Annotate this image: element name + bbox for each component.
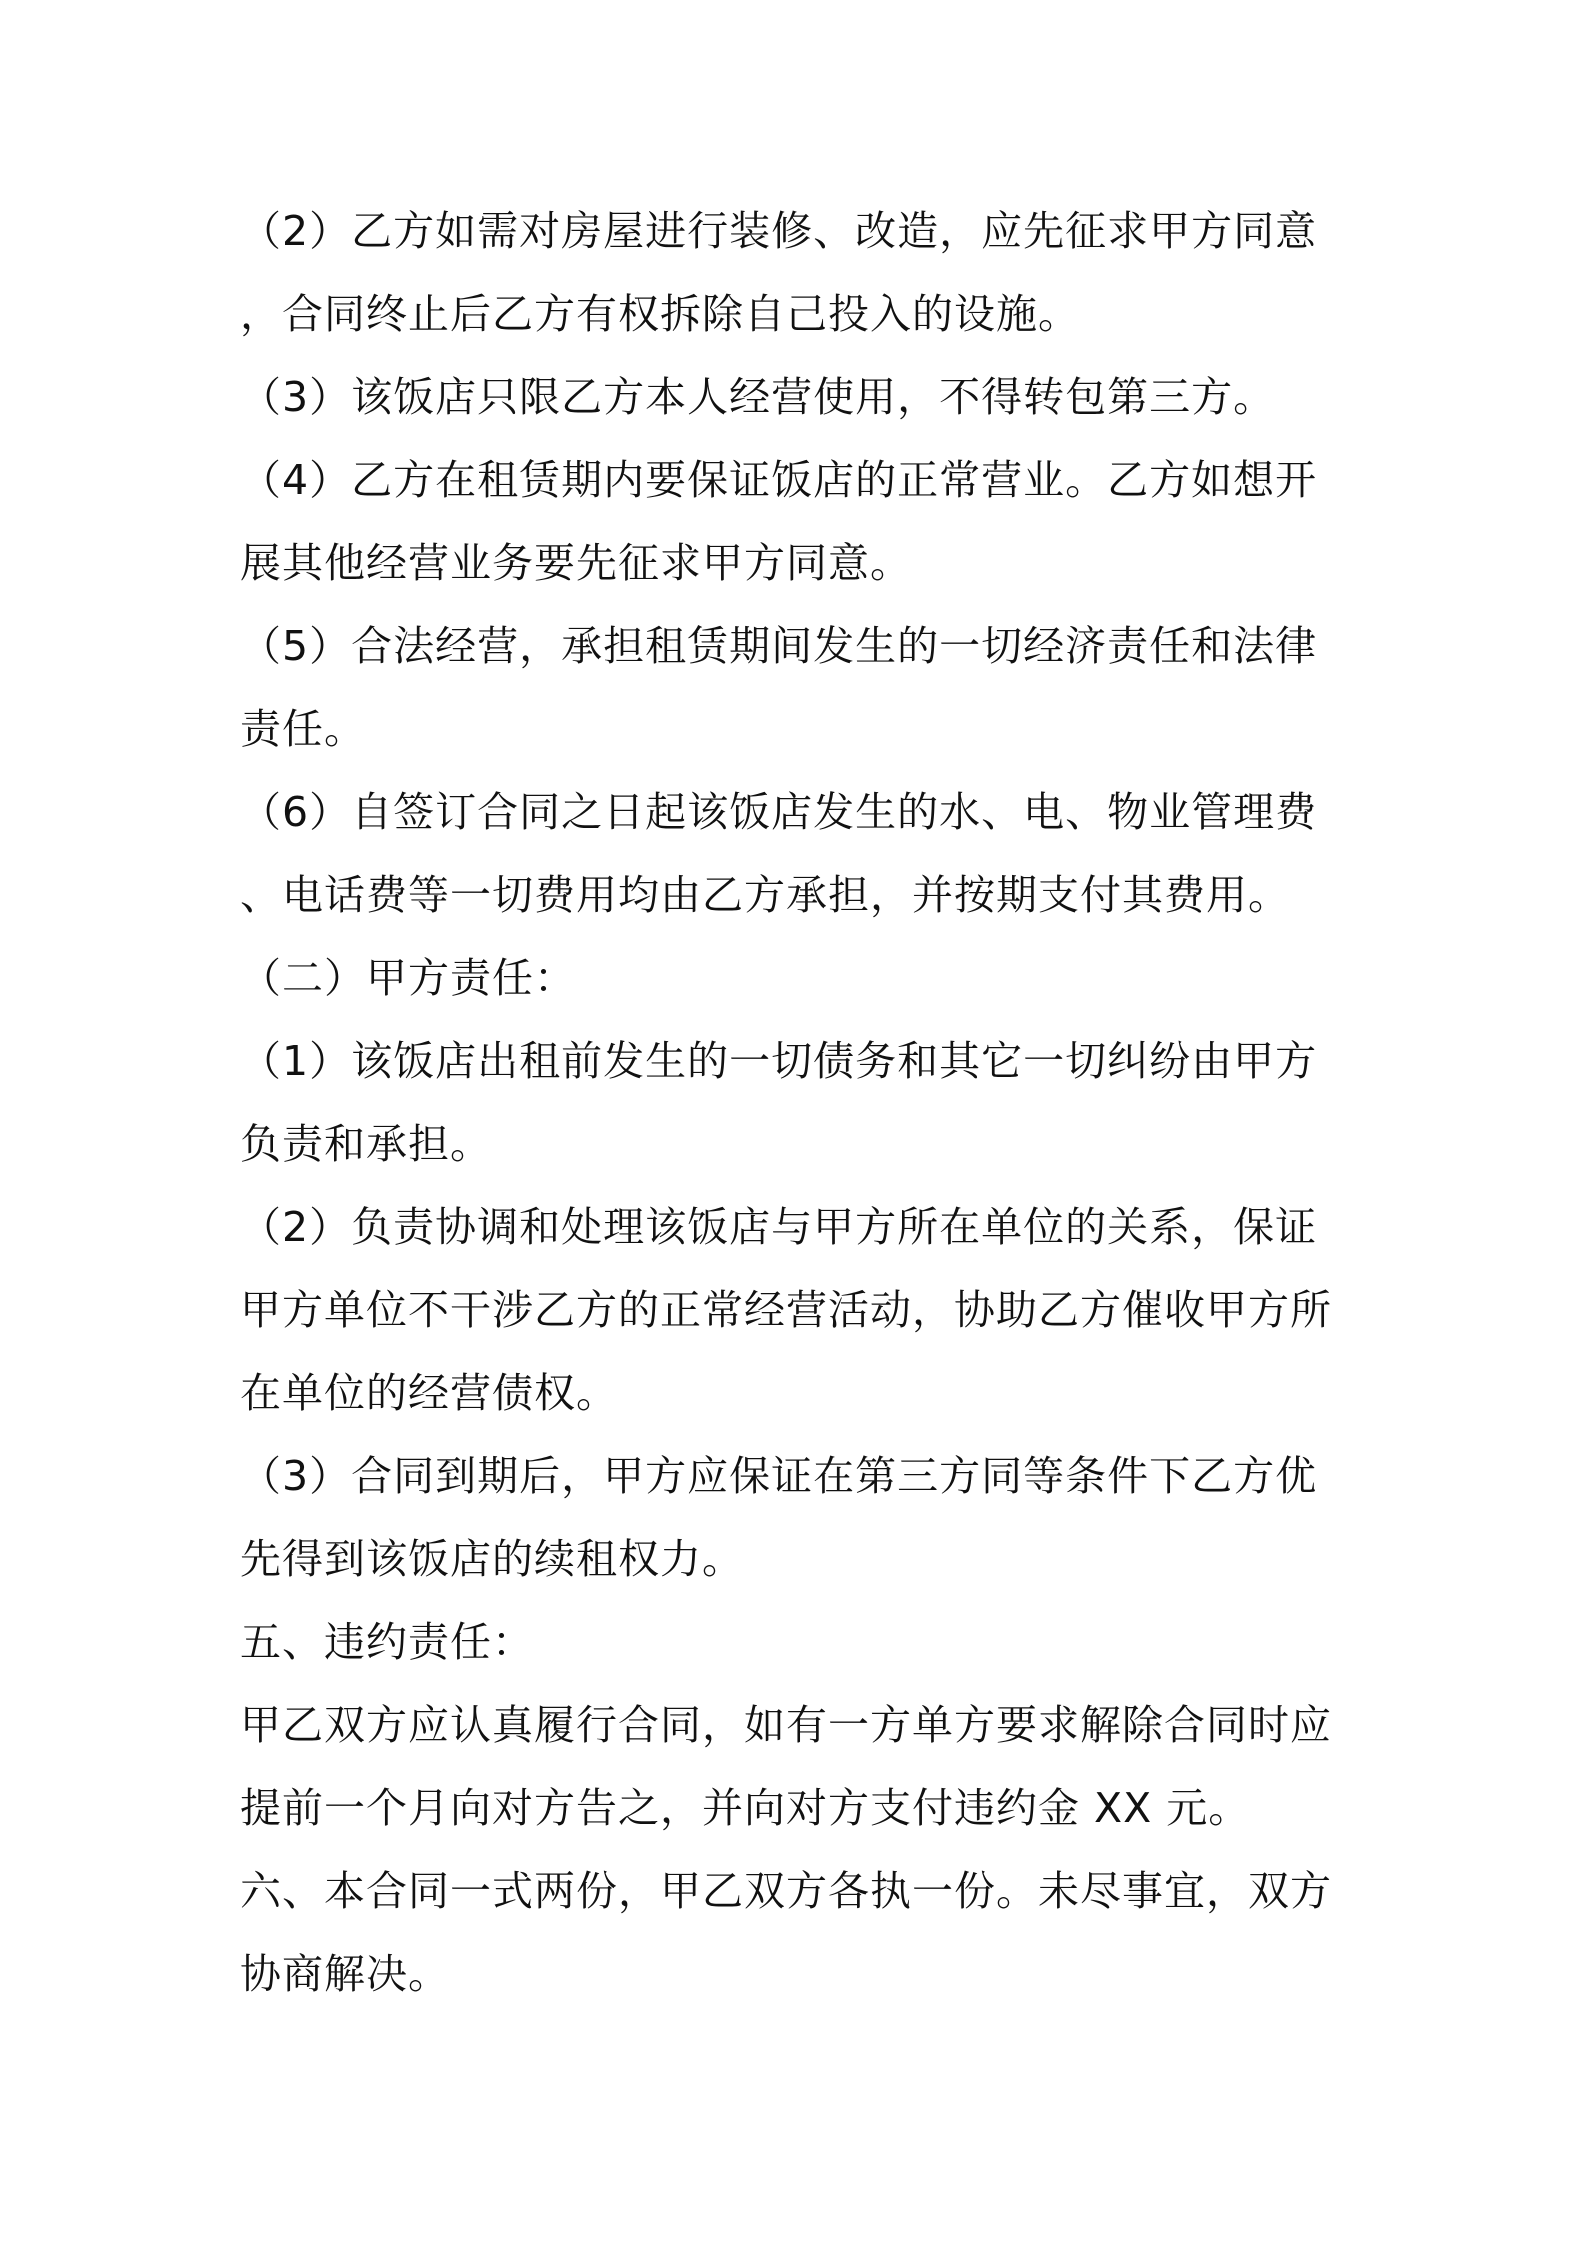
text-line: 先得到该饭店的续租权力。 <box>240 1535 744 1583</box>
text-line: 甲方单位不干涉乙方的正常经营活动，协助乙方催收甲方所 <box>240 1286 1332 1334</box>
text-line: （4）乙方在租赁期内要保证饭店的正常营业。乙方如想开 <box>240 456 1318 504</box>
text-line: （5）合法经营，承担租赁期间发生的一切经济责任和法律 <box>240 622 1318 670</box>
text-line: （6）自签订合同之日起该饭店发生的水、电、物业管理费 <box>240 788 1318 836</box>
text-line: 提前一个月向对方告之，并向对方支付违约金 XX 元。 <box>240 1784 1251 1832</box>
document-body <box>240 190 1360 2016</box>
text-line: 负责和承担。 <box>240 1120 492 1168</box>
section-heading: 六、本合同一式两份，甲乙双方各执一份。未尽事宜，双方 <box>240 1867 1332 1915</box>
section-heading: 五、违约责任： <box>240 1618 534 1666</box>
text-line: （2）乙方如需对房屋进行装修、改造，应先征求甲方同意 <box>240 207 1318 255</box>
text-line: 在单位的经营债权。 <box>240 1369 618 1417</box>
section-heading: （二）甲方责任： <box>240 954 576 1002</box>
text-line: （1）该饭店出租前发生的一切债务和其它一切纠纷由甲方 <box>240 1037 1318 1085</box>
text-line: 展其他经营业务要先征求甲方同意。 <box>240 539 912 587</box>
text-line: 协商解决。 <box>240 1950 450 1998</box>
text-line: 甲乙双方应认真履行合同，如有一方单方要求解除合同时应 <box>240 1701 1332 1749</box>
text-line: （3）该饭店只限乙方本人经营使用，不得转包第三方。 <box>240 373 1276 421</box>
text-line: （3）合同到期后，甲方应保证在第三方同等条件下乙方优 <box>240 1452 1318 1500</box>
text-line: 、电话费等一切费用均由乙方承担，并按期支付其费用。 <box>240 871 1290 919</box>
text-line: 责任。 <box>240 705 366 753</box>
text-line: （2）负责协调和处理该饭店与甲方所在单位的关系，保证 <box>240 1203 1318 1251</box>
text-line: ，合同终止后乙方有权拆除自己投入的设施。 <box>240 290 1080 338</box>
